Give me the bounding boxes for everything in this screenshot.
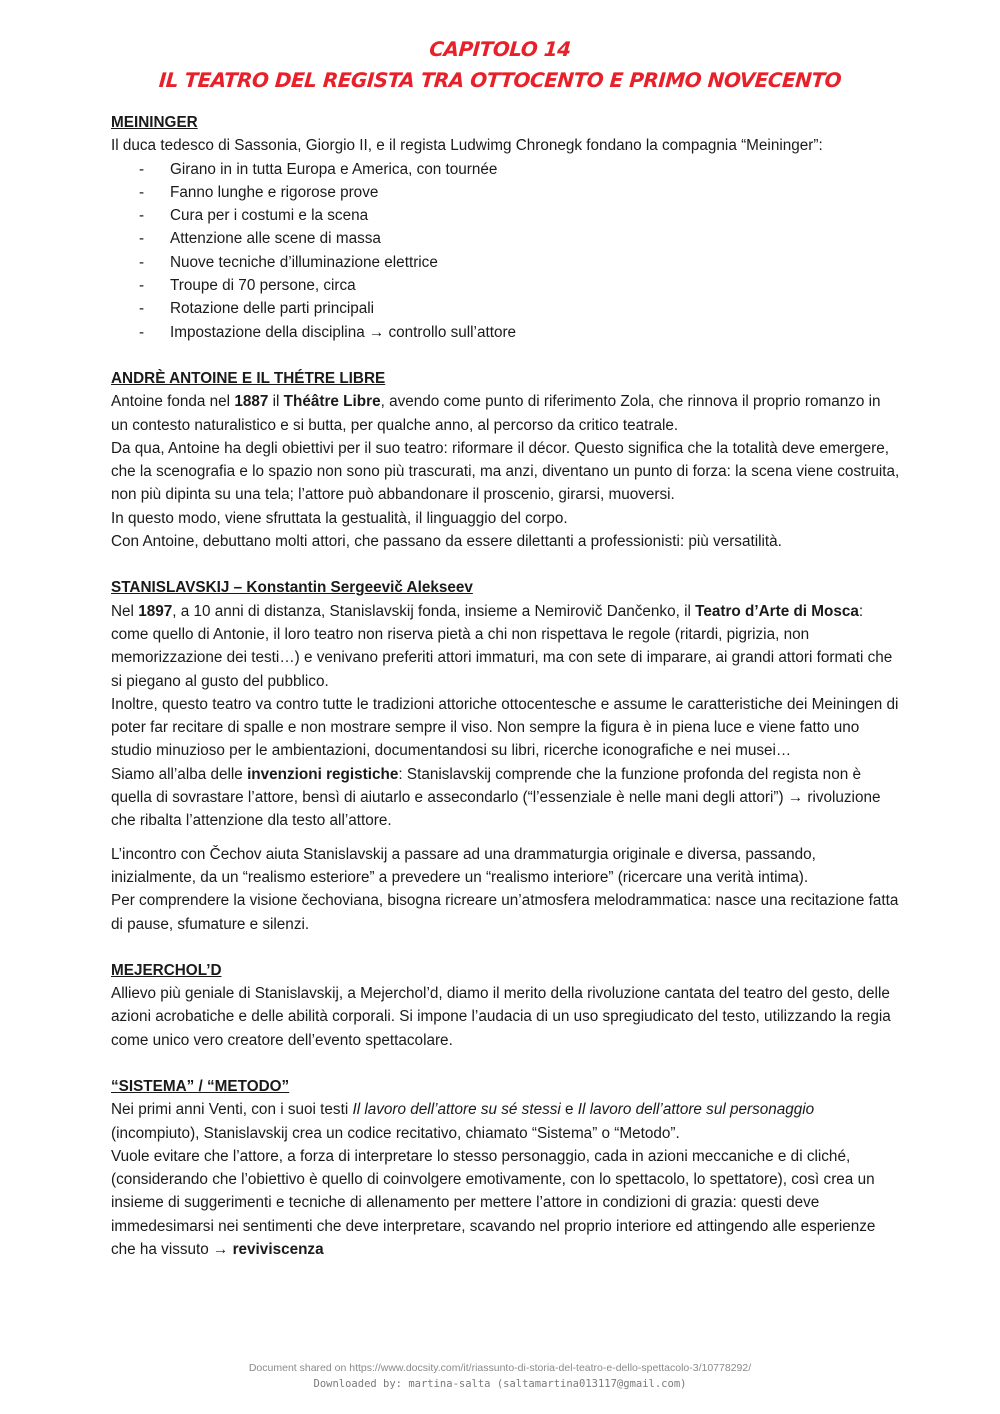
list-item: - Girano in in tutta Europa e America, con tournée	[139, 158, 901, 181]
list-item: - Fanno lunghe e rigorose prove	[139, 181, 901, 204]
chapter-subtitle: IL TEATRO DEL REGISTA TRA OTTOCENTO E PRIMO NOVECENTO	[158, 68, 842, 92]
list-item: - Attenzione alle scene di massa	[139, 227, 901, 250]
paragraph: Nel 1897, a 10 anni di distanza, Stanislavskij fonda, insieme a Nemirovič Dančenko, il Teatro d’Arte di Mosca: come quello di Antonie, il loro teatro non riserva pietà a chi non rispettava le regole (ritardi, pigrizia, non memorizzazione dei testi…) e venivano preferiti attori immaturi, ma con sete di imparare, ai grandi attori formati che si piegano al gusto del pubblico.	[111, 602, 893, 690]
paragraph: Allievo più geniale di Stanislavskij, a Mejerchol’d, diamo il merito della rivoluzione cantata del teatro del gesto, delle azioni acrobatiche e delle abilità corporali. Si impone l’audacia di un uso spregiudicato del testo, utilizzando la regia come unico vero creatore dell’evento spettacolare.	[111, 985, 891, 1049]
list-item: - Troupe di 70 persone, circa	[139, 274, 901, 297]
section-heading: MEJERCHOL’D	[111, 961, 222, 979]
share-notice: Document shared on https://www.docsity.com/it/riassunto-di-storia-del-teatro-e-dello-spettacolo-3/10778292/	[248, 1362, 752, 1374]
section-meininger	[111, 111, 901, 344]
list-item: - Impostazione della disciplina → controllo sull’attore	[139, 321, 901, 344]
chapter-title: CAPITOLO 14	[428, 37, 572, 61]
list-item: - Rotazione delle parti principali	[139, 297, 901, 320]
section-stanislavskij	[111, 576, 901, 935]
download-notice: Downloaded by: martina-salta (saltamartina013117@gmail.com)	[313, 1378, 687, 1390]
section-antoine	[111, 367, 901, 553]
section-heading: MEININGER	[111, 114, 198, 131]
paragraph: Antoine fonda nel 1887 il Théâtre Libre, avendo come punto di riferimento Zola, che rinnova il proprio romanzo in un contesto naturalistico e si butta, per qualche anno, al percorso da critico teatrale.	[111, 393, 881, 434]
paragraph: Per comprendere la visione čechoviana, bisogna ricreare un’atmosfera melodrammatica: nasce una recitazione fatta di pause, sfumature e silenzi.	[111, 892, 899, 933]
paragraph: Il duca tedesco di Sassonia, Giorgio II, e il regista Ludwimg Chronegk fondano la compagnia “Meininger”:	[111, 137, 823, 155]
paragraph: L’incontro con Čechov aiuta Stanislavskij a passare ad una drammaturgia originale e diversa, passando, inizialmente, da un “realismo esteriore” a prevedere un “realismo interiore” (ricercare una verità intima).	[111, 845, 816, 886]
section-sistema	[111, 1075, 901, 1261]
document-body	[111, 111, 901, 1284]
section-heading: “SISTEMA” / “METODO”	[111, 1077, 290, 1095]
section-heading: STANISLAVSKIJ – Konstantin Sergeevič Alekseev	[111, 579, 473, 597]
page-footer	[0, 1360, 1000, 1392]
section-heading: ANDRÈ ANTOINE E IL THÉTRE LIBRE	[111, 369, 386, 387]
section-mejerchold	[111, 959, 901, 1052]
paragraph: Siamo all’alba delle invenzioni registiche: Stanislavskij comprende che la funzione profonda del regista non è quella di sovrastare l’attore, bensì di aiutarlo e assecondarlo (“l’essenziale è nelle mani degli attori”) → rivoluzione che ribalta l’attenzione dla testo all’attore.	[111, 765, 881, 830]
paragraph: Inoltre, questo teatro va contro tutte le tradizioni attoriche ottocentesche e assume le caratteristiche dei Meiningen di poter far recitare di spalle e non mostrare sempre il viso. Non sempre la figura è in piena luce e viene fatto uno studio minuzioso per le ambientazioni, documentandosi su libri, ricerche iconografiche e nei musei…	[111, 695, 899, 760]
paragraph: Da qua, Antoine ha degli obiettivi per il suo teatro: riformare il décor. Questo significa che la totalità deve emergere, che la scenografia e lo spazio non sono più trascurati, ma anzi, diventano un punto di forza: la scena viene costruita, non più dipinta su una tela; l’attore può abbandonare il proscenio, girarsi, muoversi.	[111, 439, 900, 504]
paragraph: Vuole evitare che l’attore, a forza di interpretare lo stesso personaggio, cada in azioni meccaniche e di cliché, (considerando che l’obiettivo è quello di coinvolgere emotivamente, con lo spettacolo, lo spettatore), così crea un insieme di suggerimenti e tecniche di allenamento per mettere l’attore in condizioni di grazia: questi deve immedesimarsi nei sentimenti che deve interpretare, scavando nel proprio interiore ed attingendo alle esperienze che ha vissuto → reviviscenza	[111, 1147, 876, 1259]
chapter-header	[0, 34, 1000, 96]
paragraph: Con Antoine, debuttano molti attori, che passano da essere dilettanti a professionisti: più versatilità.	[111, 533, 782, 551]
list-item: - Nuove tecniche d’illuminazione elettrice	[139, 251, 901, 274]
paragraph: Nei primi anni Venti, con i suoi testi Il lavoro dell’attore su sé stessi e Il lavoro dell’attore sul personaggio (incompiuto), Stanislavskij crea un codice recitativo, chiamato “Sistema” o “Metodo”.	[111, 1101, 815, 1142]
list-item: - Cura per i costumi e la scena	[139, 204, 901, 227]
bullet-list	[111, 158, 901, 344]
paragraph: In questo modo, viene sfruttata la gestualità, il linguaggio del corpo.	[111, 509, 568, 527]
